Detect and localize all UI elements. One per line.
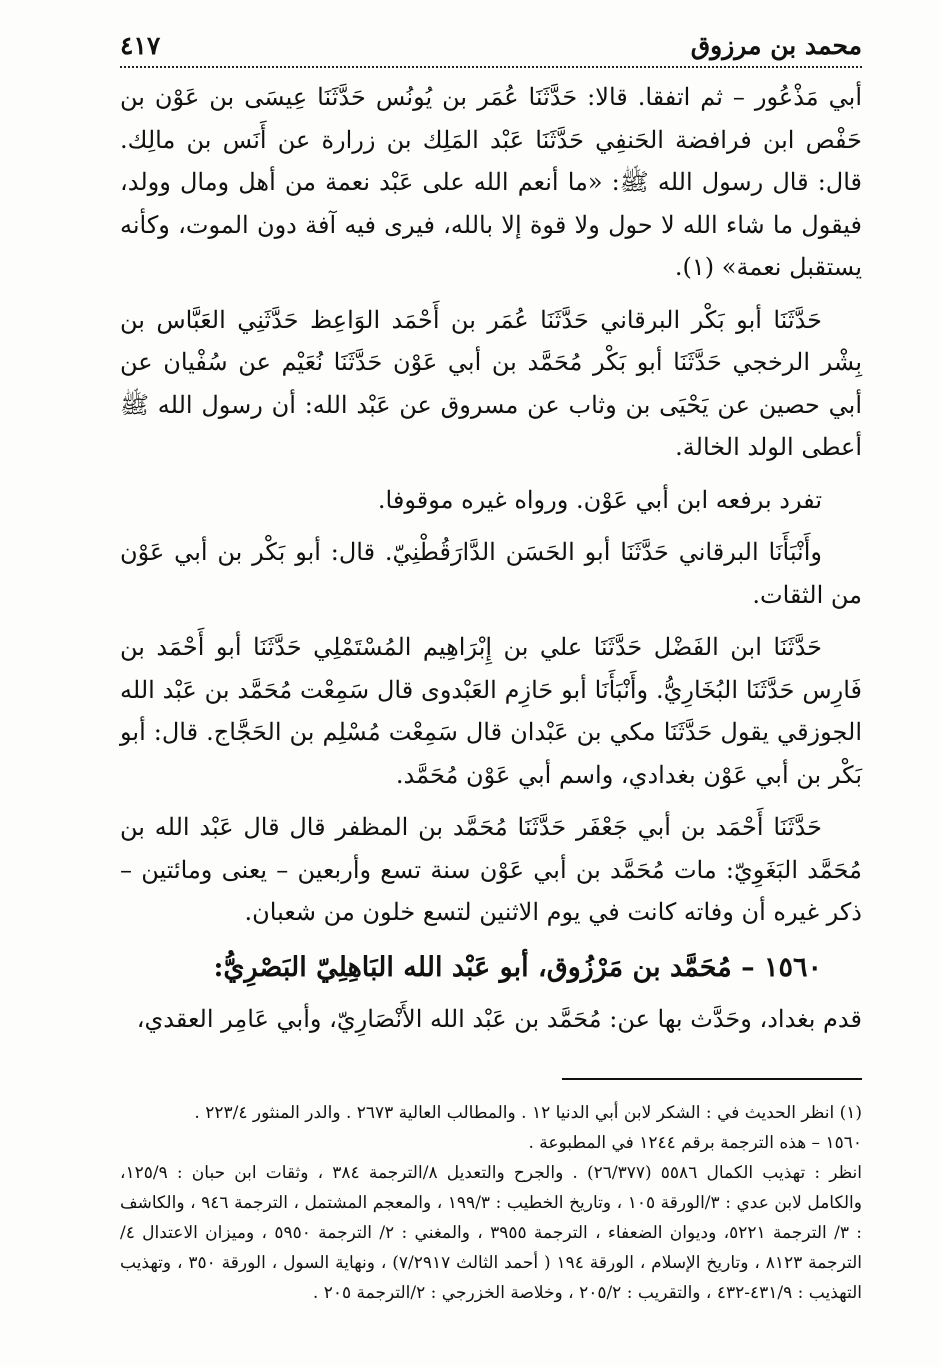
main-text	[120, 76, 862, 1040]
footnote-divider	[562, 1078, 862, 1080]
running-header	[120, 28, 862, 68]
paragraph: تفرد برفعه ابن أبي عَوْن. ورواه غيره موقوفا.	[377, 485, 822, 514]
entry-heading: ١٥٦٠ – مُحَمَّد بن مَرْزُوق، أبو عَبْد الله البَاهِلِيّ البَصْرِيُّ:	[213, 951, 822, 983]
footnote: انظر : تهذيب الكمال ٥٥٨٦ (٢٦/٣٧٧) . والجرح والتعديل ٨/الترجمة ٣٨٤ ، وثقات ابن حبان : ١٢٥/٩، والكامل لابن عدي : ٣/الورقة ١٠٥ ، وتاريخ الخطيب : ١٩٩/٣ ، والمعجم المشتمل ، الترجمة ٩٤٦ ، والكاشف : ٣/ الترجمة ٥٢٢١، وديوان الضعفاء ، الترجمة ٣٩٥٥ ، والمغني : ٢/ الترجمة ٥٩٥٠ ، وميزان الاعتدال ٤/ الترجمة ٨١٢٣ ، وتاريخ الإسلام ، الورقة ١٩٤ ( أحمد الثالث ٧/٢٩١٧) ، ونهاية السول ، الورقة ٣٥٠ ، وتهذيب التهذيب : ٤٣١/٩-٤٣٢ ، والتقريب : ٢٠٥/٢ ، وخلاصة الخزرجي : ٢/الترجمة ٢٠٥ .	[120, 1163, 862, 1303]
entry-intro: قدم بغداد، وحَدَّث بها عن: مُحَمَّد بن عَبْد الله الأَنْصَارِيّ، وأبي عَامِر العقدي،	[136, 1004, 862, 1033]
paragraph: حَدَّثَنَا ابن الفَضْل حَدَّثَنَا علي بن إِبْرَاهِيم المُسْتَمْلِي حَدَّثَنَا أبو أَحْمَد بن فَارِس حَدَّثَنَا البُخَارِيُّ. وأَنْبَأَنَا أبو حَازِم العَبْدوى قال سَمِعْت مُحَمَّد بن عَبْد الله الجوزقي يقول حَدَّثَنَا مكي بن عَبْدان قال سَمِعْت مُسْلِم بن الحَجَّاج. قال: أبو بَكْر بن أبي عَوْن بغدادي، واسم أبي عَوْن مُحَمَّد.	[120, 633, 862, 789]
footnotes	[120, 1098, 862, 1308]
footnote: (١) انظر الحديث في : الشكر لابن أبي الدنيا ١٢ . والمطالب العالية ٢٦٧٣ . والدر المنثور ٢٢٣/٤ .	[194, 1103, 862, 1123]
paragraph: أبي مَذْعُور – ثم اتفقا. قالا: حَدَّثَنَا عُمَر بن يُونُس حَدَّثَنَا عِيسَى بن عَوْن بن حَفْص ابن فرافضة الحَنفِي حَدَّثَنَا عَبْد المَلِك بن زرارة عن أَنَس بن مالِك. قال: قال رسول الله ﷺ: «ما أنعم الله على عَبْد نعمة من أهل ومال وولد، فيقول ما شاء الله لا حول ولا قوة إلا بالله، فيرى فيه آفة دون الموت، وكأنه يستقبل نعمة» (١).	[120, 83, 862, 281]
running-title: محمد بن مرزوق	[690, 31, 862, 60]
paragraph: حَدَّثَنَا أَحْمَد بن أبي جَعْفَر حَدَّثَنَا مُحَمَّد بن المظفر قال قال عَبْد الله بن مُحَمَّد البَغَوِيّ: مات مُحَمَّد بن أبي عَوْن سنة تسع وأربعين – يعنى ومائتين – ذكر غيره أن وفاته كانت في يوم الاثنين لتسع خلون من شعبان.	[120, 813, 862, 926]
footnote: ١٥٦٠ – هذه الترجمة برقم ١٢٤٤ في المطبوعة .	[528, 1133, 862, 1153]
paragraph: حَدَّثَنَا أبو بَكْر البرقاني حَدَّثَنَا عُمَر بن أَحْمَد الوَاعِظ حَدَّثَنِي العَبَّاس بن بِشْر الرخجي حَدَّثَنَا أبو بَكْر مُحَمَّد بن أبي عَوْن حَدَّثَنَا نُعَيْم عن سُفْيان عن أبي حصين عن يَحْيَى بن وثاب عن مسروق عن عَبْد الله: أن رسول الله ﷺ أعطى الولد الخالة.	[120, 305, 862, 461]
paragraph: وأَنْبَأَنَا البرقاني حَدَّثَنَا أبو الحَسَن الدَّارَقُطْنِيّ. قال: أبو بَكْر بن أبي عَوْن من الثقات.	[120, 538, 862, 609]
page-number: ٤١٧	[120, 31, 161, 60]
